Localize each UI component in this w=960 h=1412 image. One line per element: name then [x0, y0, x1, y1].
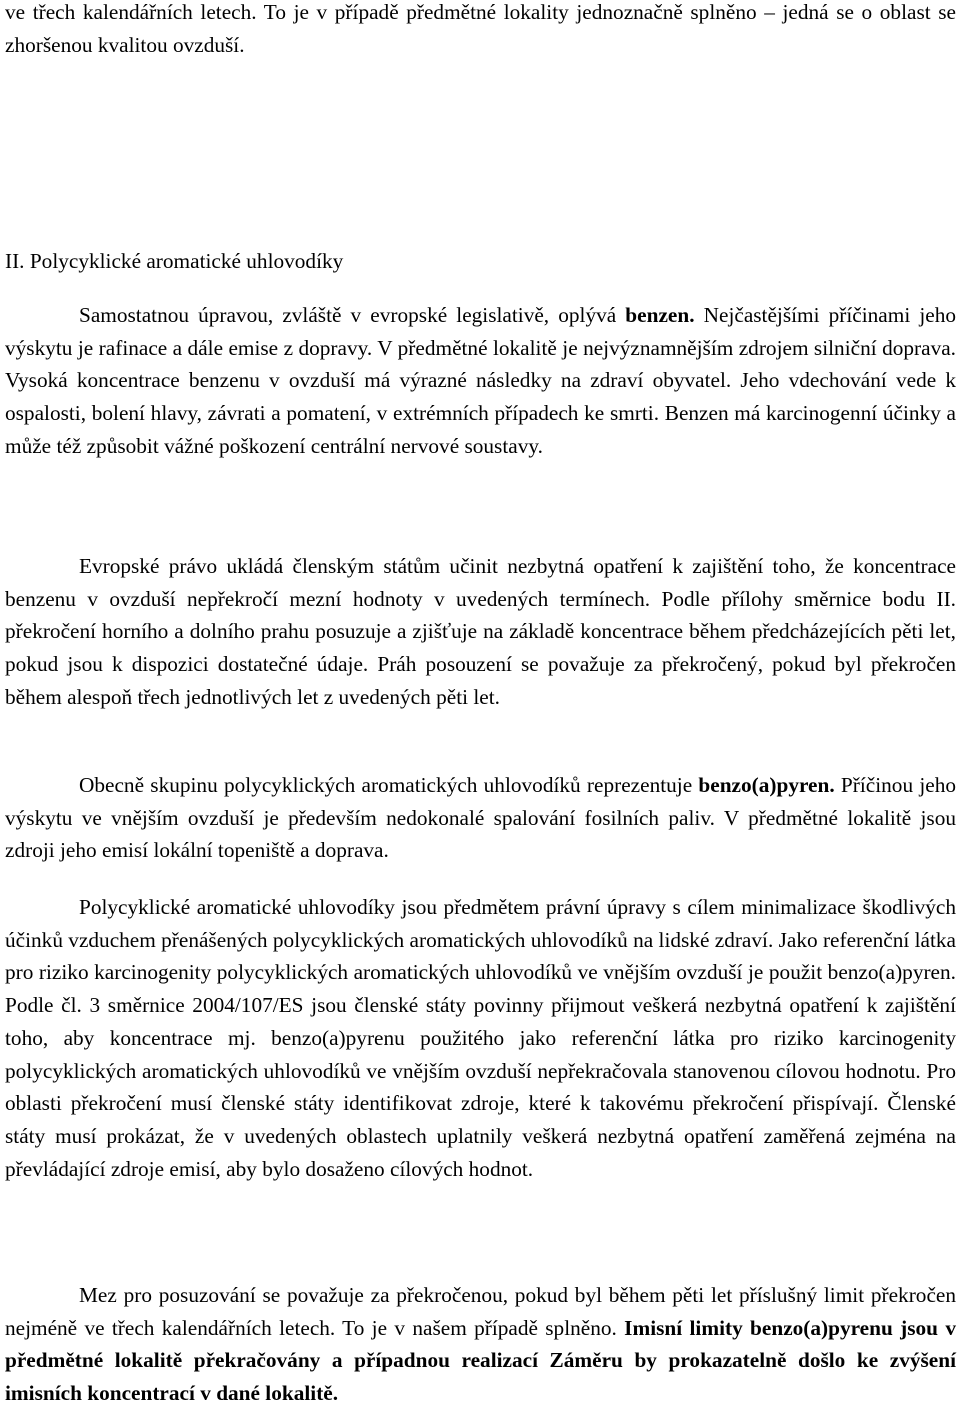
benzen-paragraph-text-2: Nejčastějšími příčinami jeho výskytu je rafinace a dále emise z dopravy. V předmětné lokalitě je nejvýznamnějším zdrojem silniční doprava. Vysoká koncentrace benzenu v ovzduší má výrazné následky na zdraví obyvatel. Jeho vdechování vede k ospalosti, bolení hlavy, závrati a pomatení, v extrémních případech ke smrti. Benzen má karcinogenní účinky a může též způsobit vážné poškození centrální nervové soustavy.	[5, 303, 956, 458]
pah-regulation-paragraph: Polycyklické aromatické uhlovodíky jsou předmětem právní úpravy s cílem minimalizace škodlivých účinků vzduchem přenášených polycyklických aromatických uhlovodíků na lidské zdraví. Jako referenční látka pro riziko karcinogenity polycyklických aromatických uhlovodíků ve vnějším ovzduší je použit benzo(a)pyren. Podle čl. 3 směrnice 2004/107/ES jsou členské státy povinny přijmout veškerá nezbytná opatření k zajištění toho, aby koncentrace mj. benzo(a)pyrenu použitého jako referenční látka pro riziko karcinogenity polycyklických aromatických uhlovodíků ve vnějším ovzduší nepřekračovala stanovenou cílovou hodnotu. Pro oblasti překročení musí členské státy identifikovat zdroje, které k takovému překročení přispívají. Členské státy musí prokázat, že v uvedených oblastech uplatnily veškerá nezbytná opatření zaměřená zejména na převládající zdroje emisí, aby bylo dosaženo cílových hodnot.	[5, 895, 956, 1181]
bap-bold-term: benzo(a)pyren.	[698, 773, 835, 797]
section-heading: II. Polycyklické aromatické uhlovodíky	[5, 249, 344, 273]
limit-paragraph-text-1: Mez pro posuzování se považuje za překročenou, pokud byl během pěti let příslušný limit překročen nejméně ve třech kalendářních letech. To je v našem případě splněno.	[5, 1283, 956, 1340]
benzen-paragraph-text-1: Samostatnou úpravou, zvláště v evropské legislativě, oplývá	[79, 303, 626, 327]
bap-paragraph-text-2: Příčinou jeho výskytu ve vnějším ovzduší je především nedokonalé spalování fosilních paliv. V předmětné lokalitě jsou zdroji jeho emisí lokální topeniště a doprava.	[5, 773, 956, 863]
intro-paragraph: ve třech kalendářních letech. To je v případě předmětné lokality jednoznačně splněno – jedná se o oblast se zhoršenou kvalitou ovzduší.	[5, 0, 956, 57]
limit-paragraph	[5, 1279, 956, 1410]
law-paragraph: Evropské právo ukládá členským státům učinit nezbytná opatření k zajištění toho, že koncentrace benzenu v ovzduší nepřekročí mezní hodnoty v uvedených termínech. Podle přílohy směrnice bodu II. překročení horního a dolního prahu posuzuje a zjišťuje na základě koncentrace během předcházejících pěti let, pokud jsou k dispozici dostatečné údaje. Práh posouzení se považuje za překročený, pokud byl překročen během alespoň třech jednotlivých let z uvedených pěti let.	[5, 554, 956, 709]
bap-paragraph-text-1: Obecně skupinu polycyklických aromatických uhlovodíků reprezentuje	[79, 773, 699, 797]
benzen-bold-term: benzen.	[625, 303, 695, 327]
benzen-paragraph	[5, 299, 956, 463]
limit-bold-conclusion: Imisní limity benzo(a)pyrenu jsou v předmětné lokalitě překračovány a případnou realizací Záměru by prokazatelně došlo ke zvýšení imisních koncentrací v dané lokalitě.	[5, 1315, 956, 1406]
benzo-a-pyren-paragraph	[5, 769, 956, 867]
